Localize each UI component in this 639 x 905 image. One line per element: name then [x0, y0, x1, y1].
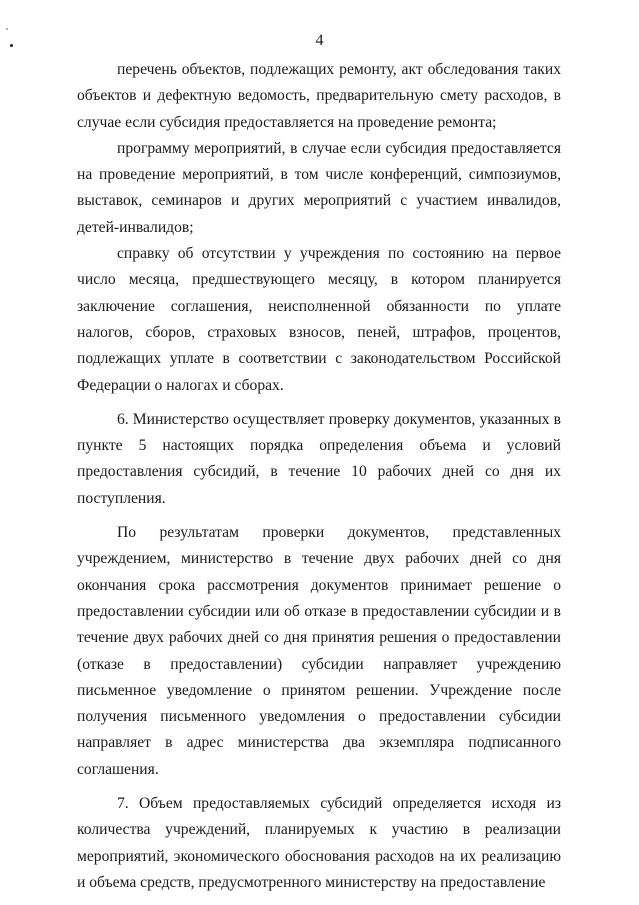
- scan-speck: [10, 44, 13, 47]
- paragraph-list-item-program: программу мероприятий, в случае если субсидия предоставляется на проведение мероприятий, в том числе конференций, симпозиумов, выставок, семинаров и других мероприятий с участием инвалидов, детей-инвалидов;: [77, 139, 561, 236]
- paragraph-list-item-certificate: справку об отсутствии у учреждения по состоянию на первое число месяца, предшествующего месяцу, в котором планируется заключение соглашения, неисполненной обязанности по уплате налогов, сборов, страховых взносов, пеней, штрафов, процентов, подлежащих уплате в соответствии с законодательством Российской Федерации о налогах и сборах.: [77, 245, 561, 394]
- document-body: [77, 57, 561, 896]
- page-number: 4: [315, 32, 324, 49]
- paragraph-clause-7: 7. Объем предоставляемых субсидий определяется исходя из количества учреждений, планируемых к участию в реализации мероприятий, экономического обоснования расходов на их реализацию и объема средств, предусмотренного министерству на предоставление: [77, 795, 561, 891]
- scan-speck: [6, 28, 8, 30]
- paragraph-clause-6: 6. Министерство осуществляет проверку документов, указанных в пункте 5 настоящих порядка определения объема и условий предоставления субсидий, в течение 10 рабочих дней со дня их поступления.: [77, 410, 561, 507]
- paragraph-list-item-objects: перечень объектов, подлежащих ремонту, акт обследования таких объектов и дефектную ведомость, предварительную смету расходов, в случае если субсидия предоставляется на проведение ремонта;: [77, 61, 561, 131]
- paragraph-review-results: По результатам проверки документов, представленных учреждением, министерство в течение двух рабочих дней со дня окончания срока рассмотрения документов принимает решение о предоставлении субсидии или об отказе в предоставлении субсидии и в течение двух рабочих дней со дня принятия решения о предоставлении (отказе в предоставлении) субсидии направляет учреждению письменное уведомление о принятом решении. Учреждение после получения письменного уведомления о предоставлении субсидии направляет в адрес министерства два экземпляра подписанного соглашения.: [77, 524, 561, 778]
